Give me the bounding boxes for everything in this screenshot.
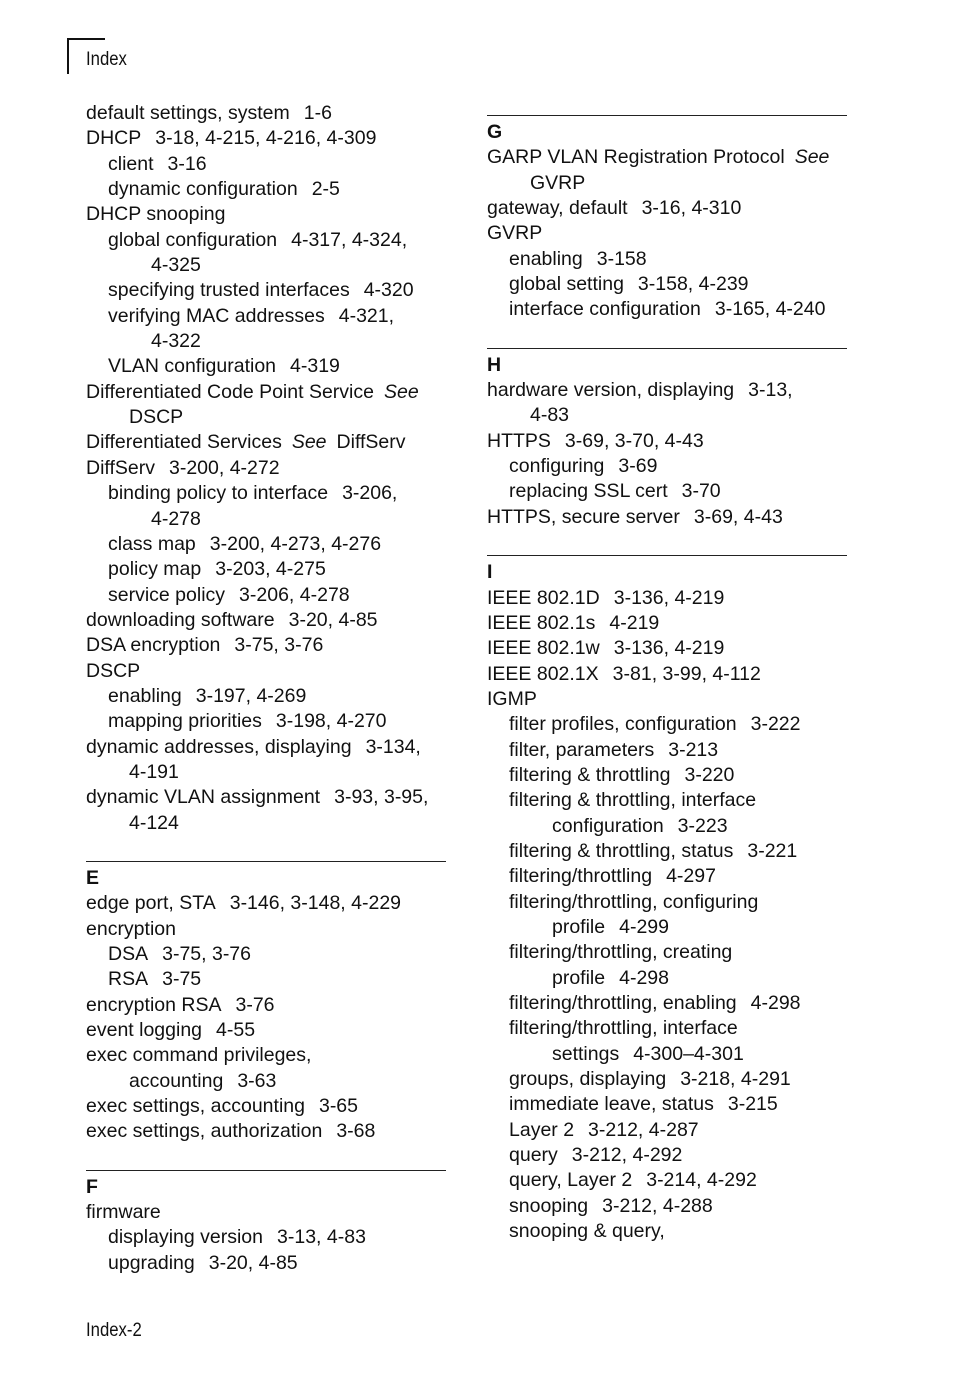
entry-term: 4-124 (129, 811, 179, 834)
page-reference: 4-319 (290, 355, 340, 378)
entry-term: policy map (108, 558, 202, 581)
index-entry (86, 785, 446, 810)
page-corner-mark (67, 38, 69, 74)
page-reference: 3-223 (677, 814, 728, 837)
index-entry (86, 684, 446, 709)
page-reference: 3-20, 4-85 (288, 608, 378, 631)
entry-term: enabling (509, 247, 583, 270)
index-entry (487, 479, 847, 504)
page-reference: 3-146, 3-148, 4-229 (229, 892, 402, 915)
index-entry (86, 456, 446, 481)
index-entry (487, 505, 847, 530)
see-reference: See (383, 380, 419, 403)
entry-term: 4-191 (129, 760, 179, 783)
page-reference: 3-16, 4-310 (641, 197, 742, 220)
entry-term: DSCP (86, 659, 141, 682)
entry-term: dynamic configuration (108, 178, 298, 201)
page-reference: 3-75 (162, 968, 202, 991)
entry-term: filtering/throttling, interface (509, 1017, 738, 1040)
entry-term: downloading software (86, 608, 275, 631)
page-reference: 3-13, (748, 379, 793, 402)
index-entry (487, 712, 847, 737)
index-entry (86, 1119, 446, 1144)
page-reference: 3-68 (336, 1120, 376, 1143)
entry-term: 4-278 (151, 507, 201, 530)
index-entry (86, 1094, 446, 1119)
entry-term: snooping & query, (509, 1220, 665, 1243)
page-reference: 3-206, (342, 482, 398, 505)
entry-term: RSA (108, 968, 149, 991)
page-reference: 1-6 (303, 102, 332, 124)
entry-term: 4-322 (151, 330, 201, 353)
entry-term: 4-325 (151, 254, 201, 277)
index-entry (86, 942, 446, 967)
entry-term: profile (552, 966, 606, 989)
section-rule (487, 348, 847, 349)
entry-term: enabling (108, 684, 182, 707)
index-entry (86, 1251, 446, 1276)
entry-term: exec command privileges, (86, 1044, 312, 1067)
section-letter: H (487, 353, 502, 376)
page-reference: 3-69 (618, 455, 658, 478)
page-reference: 3-200, 4-272 (169, 456, 280, 479)
index-entry (86, 152, 446, 177)
index-entry (86, 126, 446, 151)
page-reference: 3-75, 3-76 (162, 943, 252, 965)
index-entry (86, 481, 446, 506)
entry-term: Differentiated Services (86, 431, 282, 454)
page-reference: 4-317, 4-324, (291, 228, 408, 251)
entry-term: DSCP (129, 406, 184, 429)
page-reference: 3-63 (237, 1069, 277, 1092)
index-entry (86, 760, 446, 785)
page-corner-mark-top (67, 38, 105, 40)
page-reference: 3-16 (167, 152, 207, 175)
page-reference: 4-298 (750, 992, 801, 1014)
page-reference: 4-300–4-301 (633, 1042, 744, 1065)
index-entry (86, 583, 446, 608)
page-reference: 3-165, 4-240 (714, 298, 826, 321)
entry-term: exec settings, authorization (86, 1120, 323, 1143)
entry-term: specifying trusted interfaces (108, 279, 350, 302)
entry-term: GARP VLAN Registration Protocol (487, 146, 785, 169)
entry-term: class map (108, 532, 196, 555)
page-reference: 4-321, (338, 304, 395, 327)
page-reference: 3-215 (727, 1093, 778, 1116)
entry-term: immediate leave, status (509, 1093, 714, 1116)
index-entry (86, 228, 446, 253)
index-entry (86, 177, 446, 202)
page-reference: 3-158 (596, 247, 647, 270)
entry-term: snooping (509, 1194, 589, 1217)
entry-term: groups, displaying (509, 1068, 667, 1091)
page-reference: 3-70 (681, 480, 721, 503)
entry-term: encryption (86, 917, 176, 940)
entry-term: displaying version (108, 1226, 264, 1249)
section-gap (487, 323, 847, 348)
index-column-right (487, 101, 847, 1244)
page-reference: 4-298 (619, 966, 669, 989)
index-entry (487, 1143, 847, 1168)
index-entry (86, 202, 446, 227)
page-reference: 3-206, 4-278 (239, 583, 350, 606)
index-entry (86, 507, 446, 532)
index-entry (487, 1118, 847, 1143)
index-entry (86, 1043, 446, 1068)
index-entry (487, 297, 847, 322)
page-reference: 3-158, 4-239 (637, 273, 749, 296)
index-entry (86, 101, 446, 126)
page-reference: 4-55 (216, 1019, 256, 1042)
index-entry (487, 454, 847, 479)
page-reference: 3-75, 3-76 (234, 634, 324, 657)
page-reference: 3-218, 4-291 (680, 1068, 791, 1091)
page-reference: 3-197, 4-269 (195, 684, 307, 707)
section-letter: I (487, 561, 493, 584)
index-entry (487, 196, 847, 221)
page-reference: 4-219 (609, 611, 660, 634)
index-entry (86, 430, 446, 455)
page-reference: 4-320 (363, 279, 414, 302)
see-reference: See (291, 431, 327, 454)
entry-term: HTTPS (487, 429, 551, 452)
index-entry (487, 966, 847, 991)
entry-term: DHCP (86, 127, 142, 150)
index-entry (86, 532, 446, 557)
entry-term: GVRP (530, 171, 586, 194)
index-entry (86, 405, 446, 430)
index-entry (86, 967, 446, 992)
index-entry (86, 608, 446, 633)
page-reference: 3-69, 4-43 (693, 505, 783, 528)
entry-term: upgrading (108, 1251, 195, 1274)
page-number: Index-2 (86, 1320, 142, 1341)
page-reference: 3-69, 3-70, 4-43 (564, 429, 704, 452)
page-reference: 3-220 (684, 763, 735, 786)
index-entry (86, 557, 446, 582)
entry-term: filter profiles, configuration (509, 713, 737, 736)
section-gap (487, 530, 847, 555)
index-entry (86, 993, 446, 1018)
index-entry (487, 403, 847, 428)
index-entry (487, 1194, 847, 1219)
index-entry (487, 915, 847, 940)
page-reference: 3-221 (747, 839, 798, 862)
section-gap (86, 1145, 446, 1170)
section-rule (86, 861, 446, 862)
index-entry (487, 611, 847, 636)
index-entry (86, 253, 446, 278)
page-reference: 3-212, 4-292 (571, 1144, 683, 1167)
index-entry (487, 221, 847, 246)
entry-term: dynamic VLAN assignment (86, 786, 321, 809)
entry-term: query, Layer 2 (509, 1169, 633, 1192)
page-reference: 3-65 (318, 1095, 358, 1118)
index-entry (86, 659, 446, 684)
entry-term: hardware version, displaying (487, 379, 735, 402)
entry-term: IEEE 802.1s (487, 611, 596, 634)
index-entry (487, 1168, 847, 1193)
index-entry (487, 1067, 847, 1092)
entry-term: filtering & throttling, interface (509, 789, 757, 812)
entry-term: filter, parameters (509, 738, 655, 761)
page-reference: 4-297 (666, 865, 716, 888)
index-entry (86, 811, 446, 836)
section-letter: F (86, 1175, 98, 1198)
index-entry (487, 687, 847, 712)
entry-term: dynamic addresses, displaying (86, 735, 352, 758)
entry-term: gateway, default (487, 197, 628, 220)
entry-term: exec settings, accounting (86, 1095, 305, 1118)
entry-term: IEEE 802.1D (487, 586, 600, 609)
page-reference: 3-213 (668, 738, 719, 761)
index-entry (487, 738, 847, 763)
index-entry (487, 1092, 847, 1117)
entry-term: firmware (86, 1201, 161, 1224)
entry-term: DSA encryption (86, 634, 221, 657)
section-rule (487, 555, 847, 556)
entry-term: replacing SSL cert (509, 480, 668, 503)
page-reference: 3-13, 4-83 (277, 1226, 366, 1249)
entry-term: filtering/throttling, enabling (509, 992, 737, 1014)
entry-term: filtering/throttling, creating (509, 941, 733, 964)
index-entry (86, 891, 446, 916)
page-reference: 3-212, 4-287 (588, 1118, 699, 1141)
entry-term: filtering & throttling (509, 763, 671, 786)
index-entry (86, 709, 446, 734)
entry-term: DiffServ (86, 456, 155, 479)
index-entry (487, 145, 847, 170)
page-reference: 3-198, 4-270 (275, 710, 387, 733)
index-entry (487, 991, 847, 1016)
entry-term: configuration (552, 814, 664, 837)
entry-term: IEEE 802.1X (487, 662, 599, 685)
entry-term: event logging (86, 1019, 203, 1042)
index-entry (487, 890, 847, 915)
index-entry (487, 814, 847, 839)
index-entry (487, 636, 847, 661)
index-entry (487, 378, 847, 403)
page-reference: 3-76 (235, 993, 275, 1016)
section-rule (487, 115, 847, 116)
page-reference: 3-93, 3-95, (334, 786, 429, 809)
page-reference: 3-18, 4-215, 4-216, 4-309 (155, 127, 377, 150)
index-entry (487, 272, 847, 297)
entry-term: service policy (108, 583, 226, 606)
entry-term: filtering & throttling, status (509, 839, 734, 862)
entry-term: configuring (509, 455, 605, 478)
index-entry (86, 1069, 446, 1094)
index-entry (86, 380, 446, 405)
index-entry (86, 1018, 446, 1043)
see-reference: See (794, 146, 830, 169)
entry-term: filtering/throttling, configuring (509, 890, 759, 913)
entry-term: DHCP snooping (86, 203, 226, 226)
page-reference: 2-5 (311, 178, 340, 201)
entry-term: 4-83 (530, 404, 570, 427)
entry-term: filtering/throttling (509, 865, 653, 888)
entry-term: binding policy to interface (108, 482, 329, 505)
index-entry (86, 633, 446, 658)
entry-term: global configuration (108, 228, 278, 251)
entry-term: default settings, system (86, 102, 290, 124)
index-entry (86, 1200, 446, 1225)
entry-term: profile (552, 915, 606, 938)
page-reference: 3-212, 4-288 (602, 1194, 713, 1217)
entry-term: verifying MAC addresses (108, 304, 325, 327)
entry-term: IGMP (487, 687, 537, 710)
index-entry (487, 247, 847, 272)
section-rule (86, 1170, 446, 1171)
index-entry (487, 1016, 847, 1041)
running-header: Index (86, 49, 127, 70)
index-entry (86, 917, 446, 942)
index-entry (487, 586, 847, 611)
index-entry (86, 278, 446, 303)
page-reference: 4-299 (619, 915, 669, 938)
index-entry (487, 1042, 847, 1067)
index-entry (487, 788, 847, 813)
entry-term: client (108, 152, 154, 175)
index-entry (487, 429, 847, 454)
entry-term: global setting (509, 273, 624, 296)
entry-term: HTTPS, secure server (487, 505, 680, 528)
page-reference: 3-200, 4-273, 4-276 (209, 532, 382, 555)
page-reference: 3-136, 4-219 (613, 637, 725, 660)
index-entry (487, 1219, 847, 1244)
entry-term: settings (552, 1042, 620, 1065)
entry-term: GVRP (487, 222, 543, 245)
entry-term: DSA (108, 943, 149, 965)
entry-term: mapping priorities (108, 710, 262, 733)
index-entry (487, 839, 847, 864)
entry-term: accounting (129, 1069, 224, 1092)
page-reference: 3-134, (365, 735, 421, 758)
page-reference: 3-81, 3-99, 4-112 (612, 662, 761, 685)
index-entry (487, 940, 847, 965)
page-reference: 3-20, 4-85 (208, 1251, 298, 1274)
index-entry (487, 662, 847, 687)
section-letter: E (86, 866, 100, 889)
entry-term: Differentiated Code Point Service (86, 380, 374, 403)
entry-term: query (509, 1144, 558, 1167)
entry-term: Layer 2 (509, 1118, 575, 1141)
index-entry (86, 329, 446, 354)
page-reference: 3-203, 4-275 (215, 558, 326, 581)
index-entry (86, 354, 446, 379)
section-letter: G (487, 121, 503, 143)
see-target: DiffServ (336, 431, 406, 454)
index-entry (487, 171, 847, 196)
entry-term: edge port, STA (86, 892, 216, 915)
index-entry (86, 735, 446, 760)
entry-term: VLAN configuration (108, 355, 277, 378)
index-entry (86, 1225, 446, 1250)
page-reference: 3-136, 4-219 (613, 586, 725, 609)
index-column-left (86, 101, 446, 1276)
page-reference: 3-222 (750, 713, 801, 736)
entry-term: encryption RSA (86, 993, 222, 1016)
index-entry (487, 763, 847, 788)
page-reference: 3-214, 4-292 (646, 1169, 757, 1192)
index-entry (86, 304, 446, 329)
section-gap (86, 836, 446, 861)
index-entry (487, 864, 847, 889)
entry-term: interface configuration (509, 298, 701, 321)
entry-term: IEEE 802.1w (487, 637, 600, 660)
